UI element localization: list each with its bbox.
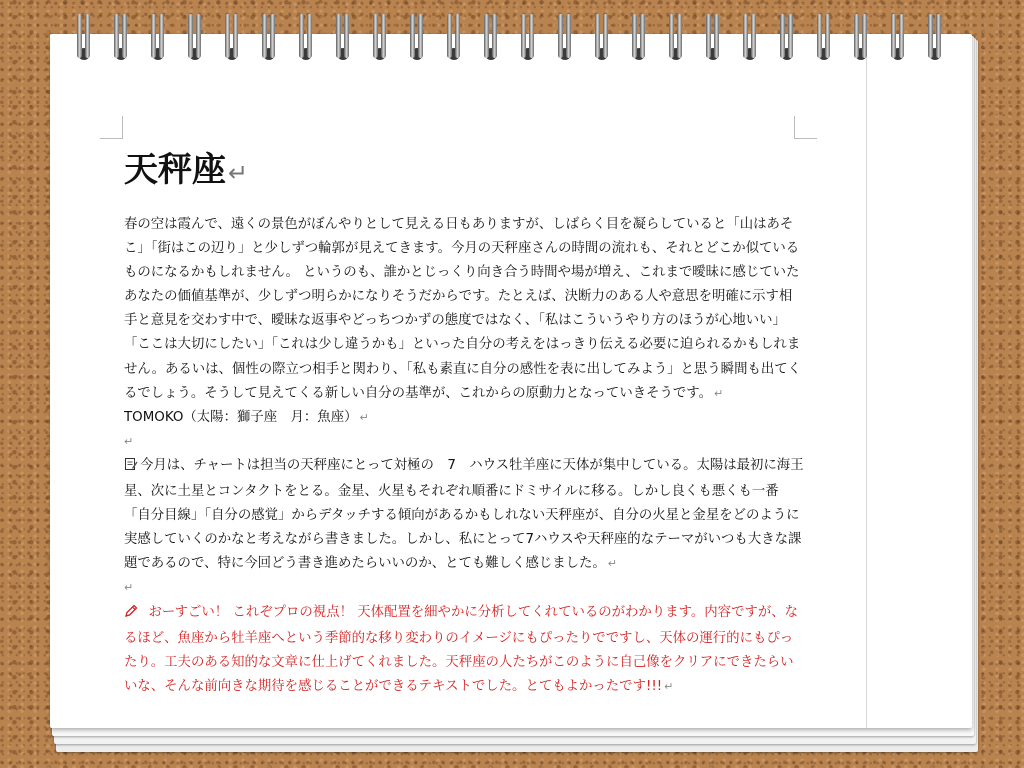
empty-line: ↵ xyxy=(124,581,134,595)
author-line: TOMOKO（太陽：獅子座 月：魚座） ↵ xyxy=(124,409,369,425)
paragraph-mark: ↵ xyxy=(359,410,369,424)
binding-ring xyxy=(518,14,540,64)
binding-ring xyxy=(148,14,170,64)
pencil-icon xyxy=(124,603,138,627)
binding-ring xyxy=(407,14,429,64)
main-paragraph: 春の空は霞んで、遠くの景色がぼんやりとして見える日もありますが、しばらく目を凝らしていると「山はあそこ」「街はこの辺り」と少しずつ輪郭が見えてきます。今月の天秤座さんの時間の流れも、それとどこか似ているものになるかもしれません。 というのも、誰かとじっくり向き合う時間や場が増え、これまで曖昧に感じていたあなたの価値基準が、少しずつ明らかになりそうだからです。たとえば、決断力のある人や意思を明確に示す相手と意見を交わす中で、曖昧な返事やどっちつかずの態度ではなく、「私はこういうやり方のほうが心地いい」「ここは大切にしたい」「これは少し違うかも」といった自分の考えをはっきり伝える必要に迫られるかもしれません。あるいは、個性の際立つ相手と関わり、「私も素直に自分の感性を表に出してみよう」と思う瞬間も出てくるでしょう。そうして見えてくる新しい自分の基準が、これからの原動力となっていきそうです。 ↵ xyxy=(124,217,802,401)
paragraph-mark: ↵ xyxy=(607,557,618,571)
binding-ring xyxy=(370,14,392,64)
binding-ring xyxy=(74,14,96,64)
binding-ring xyxy=(481,14,503,64)
memo-note-icon xyxy=(124,456,138,480)
crop-mark-top-right xyxy=(794,116,817,139)
binding-ring xyxy=(888,14,910,64)
binding-ring xyxy=(740,14,762,64)
binding-ring xyxy=(444,14,466,64)
binding-ring xyxy=(296,14,318,64)
binding-ring xyxy=(555,14,577,64)
margin-line xyxy=(866,34,867,728)
binding-ring xyxy=(185,14,207,64)
binding-ring xyxy=(333,14,355,64)
page-title: 天秤座↵ xyxy=(124,150,249,190)
paragraph-mark: ↵ xyxy=(228,159,249,187)
memo-paragraph: 今月は、チャートは担当の天秤座にとって対極の 7 ハウス牡羊座に天体が集中している。太陽は最初に海王星、次に土星とコンタクトをとる。金星、火星もそれぞれ順番にドミサイルに移る。しかし良くも悪くも一番「自分目線」「自分の感覚」からデタッチする傾向があるかもしれない天秤座が、自分の火星と金星をどのように実感していくのかなと考えながら書きました。しかし、私にとって7ハウスや天秤座的なテーマがいつも大きな課題であるので、特に今回どう書き進めたらいいのか、とても難しく感じました。 ↵ xyxy=(124,457,804,572)
paragraph-mark: ↵ xyxy=(664,679,674,693)
crop-mark-top-left xyxy=(100,116,123,139)
binding-ring xyxy=(777,14,799,64)
comment-paragraph: おーすごい！ これぞプロの視点！ 天体配置を細やかに分析してくれているのがわかります。内容ですが、なるほど、魚座から牡羊座へという季節的な移り変わりのイメージにもぴったりでですし、天体の運行的にもぴったり。工夫のある知的な文章に仕上げてくれました。天秤座の人たちがこのように自己像をクリアにできたらいいな、そんな前向きな期待を感じることができるテキストでした。とてもよかったです!!! ↵ xyxy=(124,604,799,694)
document-body xyxy=(124,148,804,699)
binding-ring xyxy=(592,14,614,64)
binding-ring xyxy=(222,14,244,64)
binding-ring xyxy=(703,14,725,64)
paragraph-mark: ↵ xyxy=(713,386,724,400)
empty-line: ↵ xyxy=(124,434,134,448)
binding-ring xyxy=(259,14,281,64)
binding-ring xyxy=(851,14,873,64)
binding-ring xyxy=(666,14,688,64)
binding-ring xyxy=(111,14,133,64)
binding-ring xyxy=(814,14,836,64)
binding-ring xyxy=(925,14,947,64)
binding-ring xyxy=(629,14,651,64)
